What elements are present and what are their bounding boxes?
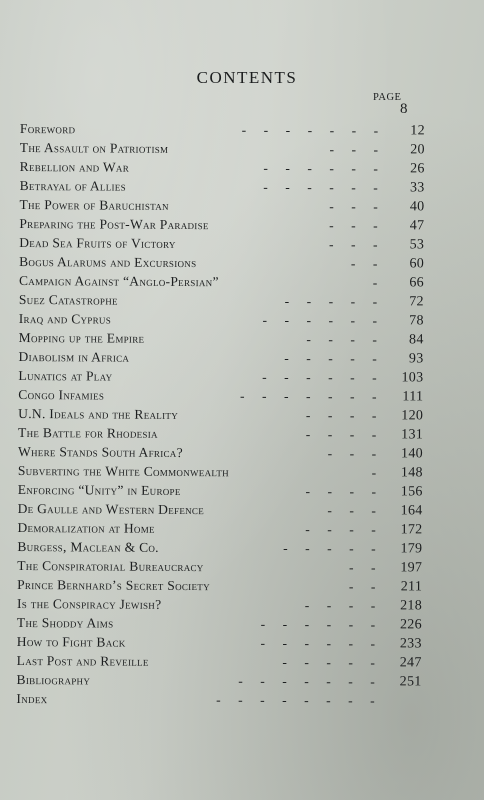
toc-entry-title: Mopping up the Empire [18,329,145,346]
toc-dot-leader: - - - [327,502,376,519]
toc-entry-page: 47 [409,218,425,234]
toc-dot-leader: - - - - - - [260,616,376,633]
toc-entry [18,347,423,368]
toc-entry-page: 172 [400,522,423,538]
toc-entry [20,176,425,197]
toc-dot-leader: - - [348,579,376,595]
toc-entry-page: 84 [409,332,424,348]
toc-dot-leader: - - - - - - - [241,122,379,139]
toc-dot-leader: - - - - [305,521,376,538]
toc-entry-title: The Battle for Rhodesia [18,424,158,441]
toc-entry-page: 218 [400,598,423,614]
toc-entry-title: Rebellion and War [19,158,130,175]
toc-entry-title: Bogus Alarums and Excursions [19,253,197,271]
toc-entry-title: Last Post and Reveille [16,652,149,669]
toc-entry [16,689,421,710]
toc-entry [18,442,423,463]
toc-dot-leader: - - - - [305,483,377,500]
toc-dot-leader: - - - - - - [260,635,376,652]
toc-dot-leader: - - [348,560,376,576]
toc-dot-leader: - - - - [304,597,376,614]
toc-entry-title: Enforcing “Unity” in Europe [17,481,181,498]
contents-heading: CONTENTS [196,68,298,87]
toc-entry [19,214,424,235]
toc-entry [17,594,422,615]
toc-entry [17,537,422,558]
toc-entry [19,271,424,292]
toc-entry [17,632,422,653]
toc-entry-title: Is the Conspiracy Jewish? [16,595,162,612]
toc-entry-page: 60 [409,256,425,272]
toc-entry-page: 211 [400,579,423,595]
toc-entry [20,157,425,178]
toc-dot-leader: - - - [329,141,379,158]
toc-entry [19,328,424,349]
toc-entry [18,385,423,406]
toc-entry-page: 12 [410,123,425,139]
toc-entry-page: 226 [399,617,422,633]
toc-entry-title: Index [16,690,48,707]
toc-dot-leader: - - - [329,198,378,215]
toc-entry-page: 66 [409,275,425,291]
toc-entry-title: Foreword [19,120,76,137]
toc-entry [18,499,423,520]
toc-dot-leader: - - - - [306,331,377,348]
toc-entry-page: 103 [401,370,424,386]
toc-dot-leader: - - - - [305,426,377,443]
toc-dot-leader: - - - - - - [262,369,377,386]
toc-dot-leader: - [371,465,377,481]
toc-entry [20,119,425,140]
toc-entry-title: Suez Catastrophe [18,291,118,308]
toc-entry [17,575,422,596]
toc-entry-title: Bibliography [16,671,91,688]
toc-entry-title: The Assault on Patriotism [19,139,169,156]
toc-dot-leader: - - - - - - - [240,388,377,405]
toc-dot-leader: - - - - - - [263,179,378,196]
toc-dot-leader: - - [350,256,378,272]
toc-entry [18,480,423,501]
toc-entry [17,613,422,634]
toc-entry [19,290,424,311]
toc-dot-leader: - - - [329,217,378,234]
toc-entry-title: How to Fight Back [16,633,126,650]
toc-entry-title: The Power of Baruchistan [19,196,169,213]
toc-entry [19,195,424,216]
toc-entry-page: 179 [400,541,423,557]
toc-entry-page: 197 [400,560,423,576]
first-page-number: 8 [400,101,408,117]
toc-entry-title: Iraq and Cyprus [18,310,112,327]
toc-dot-leader: - - - - - [284,293,378,310]
toc-entry [19,233,424,254]
toc-dot-leader: - [372,275,378,291]
toc-entry-page: 233 [399,636,422,652]
toc-entry-page: 120 [401,408,424,424]
page-column-label: PAGE [373,92,402,103]
toc-entry [18,423,423,444]
toc-entry [18,404,423,425]
toc-dot-leader: - - - [328,236,378,253]
toc-entry [17,556,422,577]
toc-entry [19,309,424,330]
toc-entry-page: 40 [409,199,425,215]
toc-dot-leader: - - - - [305,407,377,424]
toc-entry-title: Where Stands South Africa? [17,443,183,461]
toc-entry [17,670,422,691]
toc-entry-page: 164 [400,503,423,519]
toc-entry [18,461,423,482]
toc-dot-leader: - - - [327,445,377,462]
table-of-contents [16,119,425,710]
toc-entry-page: 251 [399,674,422,690]
toc-dot-leader: - - - - - - [262,312,378,329]
toc-entry-title: Subverting the White Commonwealth [17,462,230,480]
toc-entry-title: Dead Sea Fruits of Victory [19,234,176,251]
toc-entry [17,651,422,672]
toc-entry-title: Prince Bernhard’s Secret Society [17,576,210,594]
toc-entry-page: 131 [401,427,424,443]
toc-dot-leader: - - - - - - - [238,673,375,690]
toc-entry-title: Diabolism in Africa [18,348,130,365]
toc-entry-page: 247 [399,655,422,671]
toc-dot-leader: - - - - - [284,350,377,367]
toc-entry-page: 53 [409,237,425,253]
toc-entry-title: Burgess, Maclean & Co. [17,538,159,555]
toc-entry-title: The Shoddy Aims [16,614,114,631]
toc-dot-leader: - - - - - [283,540,376,557]
toc-entry-title: Demoralization at Home [17,519,155,536]
toc-entry-page: 93 [408,351,424,367]
toc-entry-page: 148 [400,465,423,481]
toc-dot-leader: - - - - - - [263,160,378,177]
toc-entry-title: The Conspiratorial Bureaucracy [17,557,204,575]
toc-entry [17,518,422,539]
toc-entry-title: Preparing the Post-War Paradise [19,215,209,233]
toc-entry [19,252,424,273]
toc-entry-page: 111 [402,389,424,405]
toc-dot-leader: - - - - - [282,654,375,671]
toc-dot-leader: - - - - - - - - [216,692,375,709]
toc-entry-title: Betrayal of Allies [19,177,126,194]
toc-entry-page: 156 [400,484,423,500]
toc-entry [18,366,423,387]
toc-entry-title: Campaign Against “Anglo-Persian” [18,272,219,290]
toc-entry-title: Congo Infamies [18,386,105,403]
toc-entry-page: 72 [409,294,424,310]
toc-entry-page: 33 [409,180,425,196]
toc-entry-page: 140 [401,446,424,462]
toc-entry-page: 78 [409,313,424,329]
toc-entry-title: Lunatics at Play [18,367,113,384]
toc-entry-page: 26 [410,161,425,177]
toc-entry-page: 20 [410,142,425,158]
toc-entry-title: De Gaulle and Western Defence [17,500,205,518]
toc-entry-title: U.N. Ideals and the Reality [18,405,179,422]
toc-entry [20,138,425,159]
